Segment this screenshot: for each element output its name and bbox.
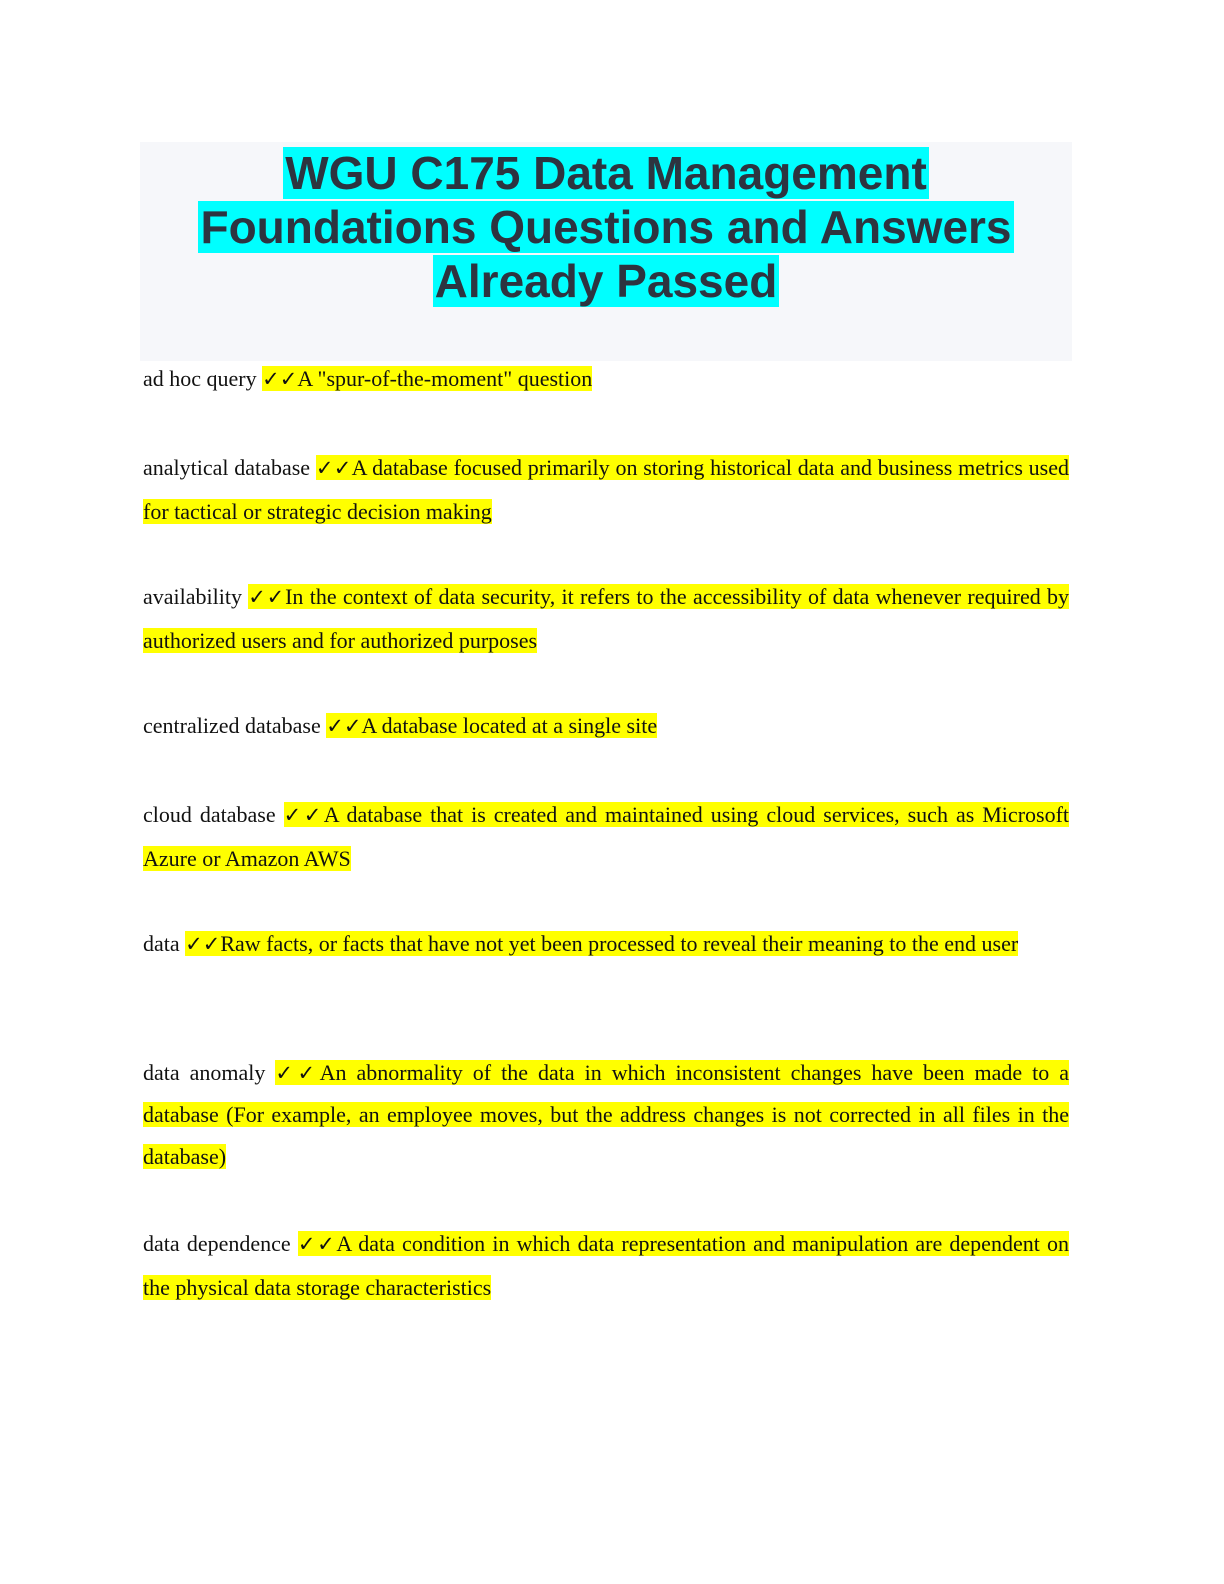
entry-term: availability — [143, 584, 242, 609]
glossary-entry-ad-hoc-query — [143, 357, 1069, 401]
double-check-icon: ✓✓ — [297, 1232, 337, 1256]
entry-term: data dependence — [143, 1231, 291, 1256]
entry-definition: ✓✓A database that is created and maintained using cloud services, such as Microsoft Azure or Amazon AWS — [143, 802, 1070, 871]
double-check-icon: ✓✓ — [326, 714, 362, 738]
title-line-2: Foundations Questions and Answers — [200, 201, 1012, 253]
entry-term: centralized database — [143, 713, 321, 738]
glossary-entry-centralized-database — [143, 704, 1069, 748]
entry-definition: ✓✓In the context of data security, it refers to the accessibility of data whenever required by authorized users and for authorized purposes — [143, 584, 1070, 653]
entry-definition: ✓✓A data condition in which data representation and manipulation are dependent on the physical data storage characteristics — [143, 1231, 1070, 1300]
entry-term: ad hoc query — [143, 366, 257, 391]
double-check-icon: ✓✓ — [248, 585, 286, 609]
glossary-entry-availability — [143, 575, 1069, 663]
double-check-icon: ✓✓ — [283, 803, 324, 827]
title-line-3: Already Passed — [434, 255, 778, 307]
glossary-entry-cloud-database — [143, 793, 1069, 881]
glossary-entry-data-anomaly — [143, 1052, 1069, 1178]
entry-definition: ✓✓A "spur-of-the-moment" question — [262, 366, 593, 391]
entry-definition: ✓✓A database focused primarily on storing historical data and business metrics used for tactical or strategic decision making — [143, 455, 1069, 524]
double-check-icon: ✓✓ — [185, 932, 221, 956]
double-check-icon: ✓✓ — [275, 1061, 320, 1085]
glossary-entry-data-dependence — [143, 1222, 1069, 1310]
entry-definition: ✓✓Raw facts, or facts that have not yet been processed to reveal their meaning to the end user — [185, 931, 1019, 956]
entry-term: data — [143, 931, 180, 956]
glossary-entry-data — [143, 922, 1069, 966]
double-check-icon: ✓✓ — [262, 367, 298, 391]
entry-term: cloud database — [143, 802, 276, 827]
entry-term: data anomaly — [143, 1060, 266, 1085]
entry-definition: ✓✓A database located at a single site — [326, 713, 658, 738]
document-title — [140, 142, 1072, 361]
entry-term: analytical database — [143, 455, 311, 480]
title-line-1: WGU C175 Data Management — [285, 147, 927, 199]
entry-definition: ✓✓An abnormality of the data in which inconsistent changes have been made to a database (For example, an employee moves, but the address changes is not corrected in all files in the database) — [143, 1060, 1069, 1169]
double-check-icon: ✓✓ — [315, 456, 352, 480]
glossary-entry-analytical-database — [143, 446, 1069, 534]
